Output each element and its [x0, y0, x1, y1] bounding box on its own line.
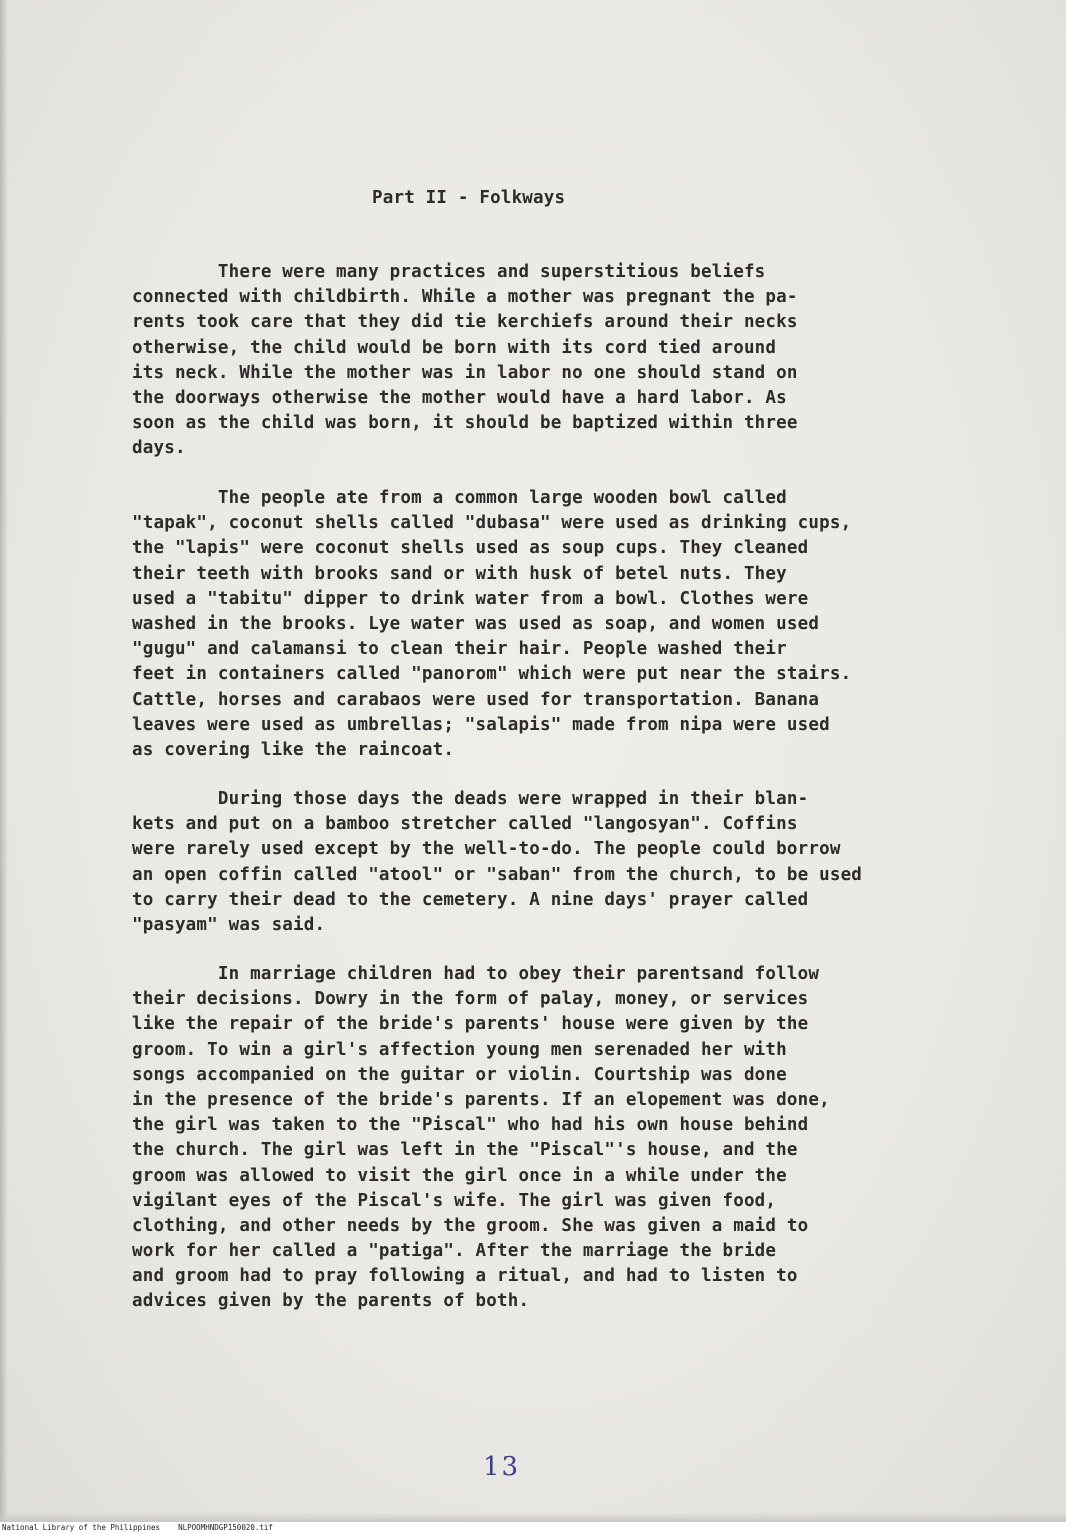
page-edge-shadow — [0, 0, 8, 1522]
text-line: work for her called a "patiga". After the marriage the bride — [132, 1241, 777, 1262]
text-line: songs accompanied on the guitar or violin. Courtship was done — [132, 1064, 787, 1085]
text-line: their decisions. Dowry in the form of palay, money, or services — [132, 989, 809, 1010]
text-line: and groom had to pray following a ritual, and had to listen to — [132, 1266, 798, 1287]
text-line: During those days the deads were wrapped in their blan- — [132, 789, 809, 809]
text-line: the girl was taken to the "Piscal" who had his own house behind — [132, 1115, 809, 1136]
text-line: as covering like the raincoat. — [132, 739, 455, 760]
text-line: in the presence of the bride's parents. If an elopement was done, — [132, 1089, 830, 1110]
page-title: Part II - Folkways — [372, 188, 566, 208]
text-line: their teeth with brooks sand or with husk of betel nuts. They — [132, 563, 787, 584]
text-line: There were many practices and superstitious beliefs — [132, 262, 766, 282]
text-line: otherwise, the child would be born with its cord tied around — [132, 337, 777, 358]
text-line: leaves were used as umbrellas; "salapis" made from nipa were used — [132, 714, 830, 735]
text-line: an open coffin called "atool" or "saban" from the church, to be used — [132, 864, 863, 885]
text-line: In marriage children had to obey their parentsand follow — [132, 964, 820, 984]
text-line: groom was allowed to visit the girl once in a while under the — [132, 1165, 787, 1186]
text-line: kets and put on a bamboo stretcher called "langosyan". Coffins — [132, 814, 798, 835]
paragraph-burial — [132, 787, 992, 938]
text-line: clothing, and other needs by the groom. She was given a maid to — [132, 1215, 809, 1236]
text-line: the church. The girl was left in the "Piscal"'s house, and the — [132, 1140, 798, 1161]
text-line: days. — [132, 438, 186, 459]
text-line: the doorways otherwise the mother would have a hard labor. As — [132, 387, 787, 408]
text-line: were rarely used except by the well-to-do. The people could borrow — [132, 839, 841, 860]
text-line: rents took care that they did tie kerchiefs around their necks — [132, 312, 798, 333]
paragraph-childbirth — [132, 260, 992, 462]
text-line: The people ate from a common large wooden bowl called — [132, 488, 787, 508]
text-line: groom. To win a girl's affection young men serenaded her with — [132, 1039, 787, 1060]
page-number: 13 — [483, 1452, 521, 1482]
page-bottom-shadow — [0, 1512, 1066, 1522]
text-line: "pasyam" was said. — [132, 914, 326, 935]
text-line: the "lapis" were coconut shells used as soup cups. They cleaned — [132, 538, 809, 559]
text-line: "gugu" and calamansi to clean their hair. People washed their — [132, 639, 787, 660]
text-line: used a "tabitu" dipper to drink water from a bowl. Clothes were — [132, 588, 809, 609]
paragraph-daily-life — [132, 486, 992, 763]
text-line: its neck. While the mother was in labor no one should stand on — [132, 362, 798, 383]
text-line: connected with childbirth. While a mother was pregnant the pa- — [132, 287, 798, 308]
text-line: feet in containers called "panorom" which were put near the stairs. — [132, 664, 852, 685]
text-line: advices given by the parents of both. — [132, 1291, 530, 1312]
text-line: washed in the brooks. Lye water was used as soap, and women used — [132, 613, 820, 634]
paragraph-marriage — [132, 962, 992, 1315]
text-line: to carry their dead to the cemetery. A nine days' prayer called — [132, 889, 809, 910]
text-line: soon as the child was born, it should be baptized within three — [132, 413, 798, 434]
scan-footer-text: National Library of the Philippines NLPOOMHNDGP150020.tif — [2, 1523, 273, 1532]
text-line: vigilant eyes of the Piscal's wife. The girl was given food, — [132, 1190, 777, 1211]
text-line: "tapak", coconut shells called "dubasa" were used as drinking cups, — [132, 513, 852, 534]
text-line: like the repair of the bride's parents' house were given by the — [132, 1014, 809, 1035]
text-line: Cattle, horses and carabaos were used for transportation. Banana — [132, 689, 820, 710]
